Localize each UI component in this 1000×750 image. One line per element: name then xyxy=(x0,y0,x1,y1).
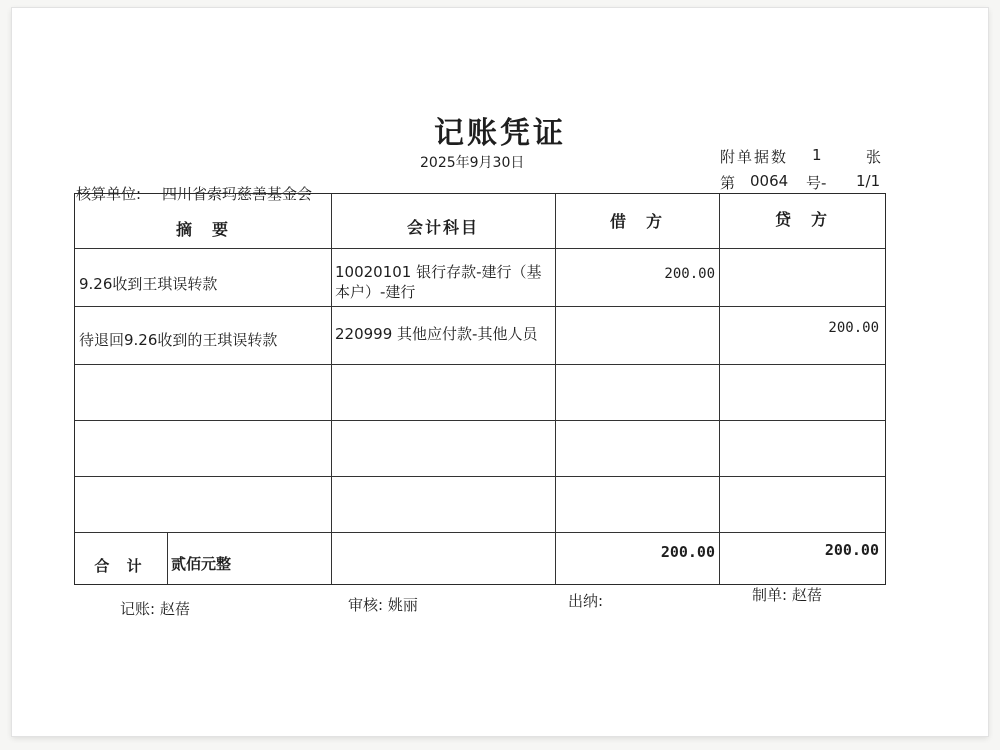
row-divider xyxy=(75,476,885,477)
total-amount-words: 贰佰元整 xyxy=(171,555,232,573)
reviewer-signature: 审核: 姚丽 xyxy=(348,596,418,614)
bookkeeper-signature: 记账: 赵蓓 xyxy=(120,600,190,618)
total-label: 合 计 xyxy=(94,557,148,575)
entry-credit: 200.00 xyxy=(828,320,879,336)
preparer-signature: 制单: 赵蓓 xyxy=(752,586,822,604)
cashier-signature: 出纳: xyxy=(568,592,604,610)
column-header-credit: 贷 方 xyxy=(774,210,829,229)
total-debit: 200.00 xyxy=(660,543,715,561)
column-header-debit: 借 方 xyxy=(609,212,664,231)
attachments-count: 1 xyxy=(812,146,822,164)
column-header-account: 会计科目 xyxy=(406,218,479,237)
column-divider xyxy=(719,194,720,584)
column-header-summary: 摘 要 xyxy=(175,220,230,239)
entry-account: 10020101 银行存款-建行（基本户）-建行 xyxy=(335,263,542,301)
accounting-unit-label: 核算单位: xyxy=(76,185,142,203)
voucher-table xyxy=(74,193,886,585)
voucher-title: 记账凭证 xyxy=(434,116,566,151)
row-divider xyxy=(75,248,885,249)
entry-debit: 200.00 xyxy=(664,266,715,282)
voucher-no: 0064 xyxy=(750,172,789,190)
accounting-unit-name: 四川省索玛慈善基金会 xyxy=(162,185,313,203)
entry-summary: 待退回9.26收到的王琪误转款 xyxy=(79,331,278,349)
entry-account: 220999 其他应付款-其他人员 xyxy=(335,325,538,343)
voucher-no-suffix: 号- xyxy=(806,174,827,192)
row-divider xyxy=(75,306,885,307)
total-divider xyxy=(167,532,168,584)
attachments-unit: 张 xyxy=(866,148,882,166)
row-divider xyxy=(75,364,885,365)
column-divider xyxy=(331,194,332,584)
attachments-label: 附单据数 xyxy=(720,148,789,166)
column-divider xyxy=(555,194,556,584)
entry-summary: 9.26收到王琪误转款 xyxy=(79,275,218,293)
total-credit: 200.00 xyxy=(824,541,879,559)
row-divider xyxy=(75,420,885,421)
row-divider xyxy=(75,532,885,533)
voucher-date: 2025年9月30日 xyxy=(420,155,525,171)
voucher-page: 1/1 xyxy=(856,172,881,190)
voucher-no-prefix: 第 xyxy=(720,174,736,192)
